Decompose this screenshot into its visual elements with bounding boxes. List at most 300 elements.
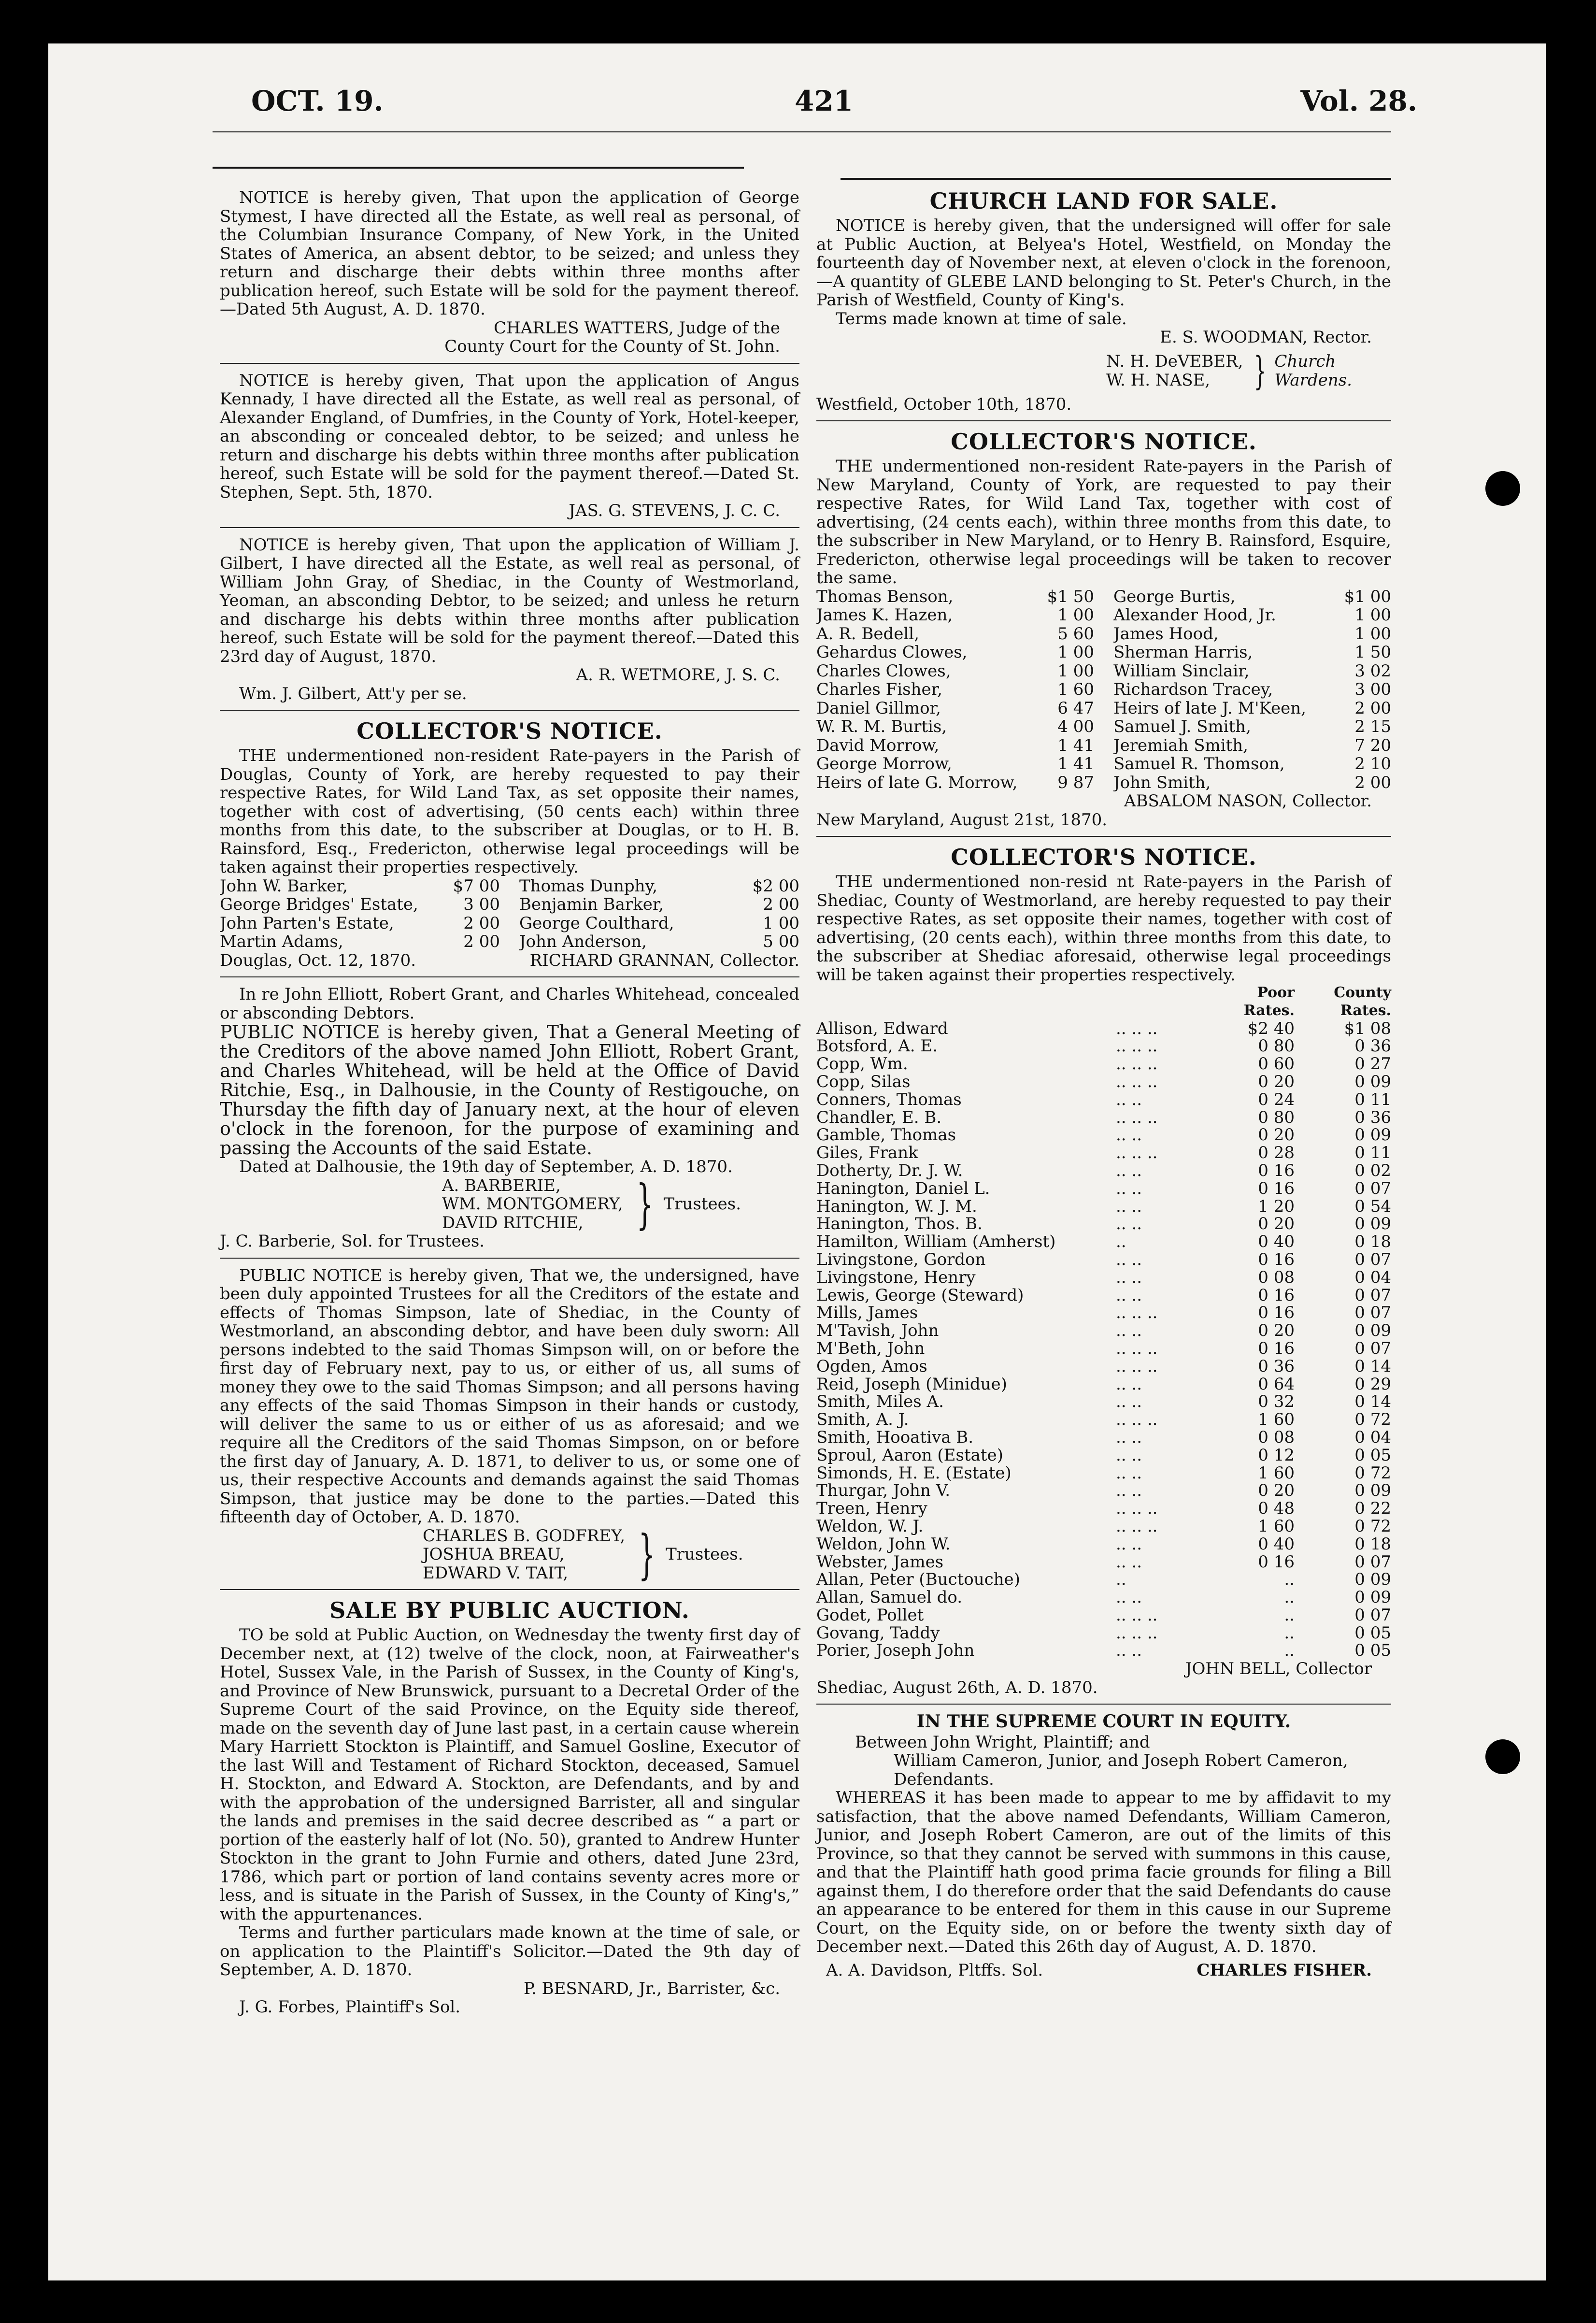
list-item — [816, 755, 1391, 774]
amount: 2 10 — [1354, 754, 1391, 774]
table-row — [816, 1642, 1391, 1660]
ratepayer-name: Allison, Edward — [816, 1019, 948, 1038]
name: George Bridges' Estate, — [220, 895, 418, 914]
leader-dots: .. .. — [1116, 1125, 1142, 1145]
name: Gehardus Clowes, — [816, 643, 968, 662]
leader-dots: .. .. — [1116, 1641, 1142, 1661]
amount: 2 15 — [1354, 717, 1391, 736]
notice-text: THE undermentioned non-resident Rate-payers in the Parish of Douglas, County of York, are hereby requested to pay their respective Rates, for Wild Land Tax, as set opposite their names, together with cost of advertising, (50 cents each) within three months from this date, to the subscriber at Douglas, or to H. B. Rainsford, Esq., Fredericton, otherwise legal proceedings will be taken against their properties respectively. — [220, 746, 799, 877]
between-line: Defendants. — [894, 1769, 994, 1789]
section-title: SALE BY PUBLIC AUCTION. — [329, 1597, 690, 1623]
ratepayer-name: Treen, Henry — [816, 1500, 927, 1518]
poor-rate: .. — [1284, 1623, 1295, 1643]
name: William Sinclair, — [1113, 661, 1250, 680]
warden-signatures — [816, 347, 1391, 395]
list-item — [220, 932, 799, 951]
ratepayer-name: Thurgar, John V. — [816, 1482, 951, 1500]
notice-text: PUBLIC NOTICE is hereby given, That we, the undersigned, have been duly appointed Trustees for all the Creditors of the estate and effects of Thomas Simpson, late of Shediac, in the County of Westmorland, an absconding debtor, and have been duly sworn: All persons indebted to the said Thomas Simpson will, on or before the first day of February next, pay to us, or either of us, all sums of money they owe to the said Thomas Simpson; and all persons having any effects of the said Thomas Simpson in their hands or custody, will deliver the same to us or either of us as aforesaid; and we require all the Creditors of the said Thomas Simpson, on or before the first day of January, A. D. 1871, to deliver to us, or some one of us, their respective Accounts and demands against the said Thomas Simpson, that justice may be done to the parties.—Dated this fifteenth day of October, A. D. 1870. — [220, 1265, 799, 1527]
poor-rate: .. — [1284, 1570, 1295, 1590]
ratepayer-name: Dotherty, Dr. J. W. — [816, 1162, 963, 1180]
list-item — [816, 717, 1391, 736]
wardens-label: Wardens. — [1274, 370, 1352, 390]
amount: 1 50 — [1354, 643, 1391, 662]
table-header — [816, 984, 1391, 1020]
leader-dots: .. — [1116, 1232, 1126, 1252]
header-date: OCT. 19. — [251, 85, 384, 117]
poor-rate: 0 40 — [1258, 1232, 1295, 1252]
amount: $1 00 — [1344, 587, 1391, 606]
ratepayer-name: Sproul, Aaron (Estate) — [816, 1446, 1003, 1464]
table-row — [816, 1500, 1391, 1518]
table-row — [816, 1198, 1391, 1216]
amount: 1 00 — [763, 913, 799, 933]
amount: 3 02 — [1354, 661, 1391, 681]
ratepayer-name: Hamilton, William (Amherst) — [816, 1233, 1056, 1251]
table-row — [816, 1376, 1391, 1393]
name: Samuel R. Thomson, — [1113, 755, 1285, 774]
signature-rector: E. S. WOODMAN, Rector. — [1160, 328, 1372, 347]
amount: 1 00 — [1057, 643, 1094, 662]
brace-glyph: } — [636, 1173, 654, 1235]
church-label: Church — [1274, 352, 1336, 371]
county-rate: 0 72 — [1354, 1516, 1391, 1536]
table-row — [816, 1624, 1391, 1642]
poor-rate: 0 60 — [1258, 1054, 1295, 1074]
table-row — [816, 1589, 1391, 1606]
ratepayer-name: Porier, Joseph John — [816, 1642, 975, 1660]
name: James Hood, — [1113, 624, 1219, 643]
dated: Westfield, October 10th, 1870. — [816, 394, 1072, 414]
section-title: COLLECTOR'S NOTICE. — [951, 844, 1257, 870]
county-rate: 0 27 — [1354, 1054, 1391, 1074]
terms-text: Terms made known at time of sale. — [836, 309, 1127, 329]
ratepayer-name: Simonds, H. E. (Estate) — [816, 1464, 1012, 1482]
between-line: William Cameron, Junior, and Joseph Robert Cameron, — [894, 1751, 1348, 1771]
church-land-notice — [816, 184, 1391, 421]
section-title: COLLECTOR'S NOTICE. — [356, 718, 663, 744]
county-rate: 0 09 — [1354, 1588, 1391, 1607]
county-rate: 0 09 — [1354, 1570, 1391, 1590]
list-item — [816, 588, 1391, 606]
county-rate: 0 54 — [1354, 1196, 1391, 1216]
poor-rate: 0 64 — [1258, 1374, 1295, 1394]
ratepayer-name: Hanington, Daniel L. — [816, 1179, 990, 1198]
punch-hole — [1485, 1739, 1520, 1774]
leader-dots: .. .. — [1116, 1196, 1142, 1216]
leader-dots: .. .. — [1116, 1588, 1142, 1607]
ratepayer-name: Weldon, John W. — [816, 1535, 951, 1553]
table-row — [816, 1340, 1391, 1358]
poor-rate: 0 20 — [1258, 1481, 1295, 1501]
table-row — [816, 1162, 1391, 1180]
poor-rate: .. — [1284, 1588, 1295, 1607]
leader-dots: .. .. — [1116, 1481, 1142, 1501]
table-row — [816, 1304, 1391, 1322]
table-row — [816, 1055, 1391, 1073]
county-rate: 0 04 — [1354, 1267, 1391, 1287]
county-rate: 0 07 — [1354, 1285, 1391, 1305]
header-page-number: 421 — [795, 85, 854, 117]
notice-text: THE undermentioned non-resident Rate-payers in the Parish of New Maryland, County of York, are requested to pay their respective Rates, for Wild Land Tax, together with cost of advertising, (24 cents each), within three months from this date, to the subscriber in New Maryland, or to Henry B. Rainsford, Esquire, Fredericton, otherwise legal proceedings will be taken to recover the same. — [816, 457, 1391, 588]
leader-dots: .. .. — [1116, 1552, 1142, 1572]
county-rate: 0 02 — [1354, 1161, 1391, 1180]
county-rate: 0 07 — [1354, 1178, 1391, 1198]
county-rate: 0 05 — [1354, 1641, 1391, 1661]
table-row — [816, 1091, 1391, 1109]
ratepayer-name: Giles, Frank — [816, 1144, 918, 1162]
trustee-name: JOSHUA BREAU, — [423, 1545, 565, 1564]
table-row — [816, 1464, 1391, 1482]
name: A. R. Bedell, — [816, 624, 919, 643]
ratepayer-name: Lewis, George (Steward) — [816, 1286, 1024, 1305]
table-row — [816, 1180, 1391, 1198]
notice-text: NOTICE is hereby given, That upon the application of William J. Gilbert, I have directed all the Estate, as well real as personal, of William John Gray, of Shediac, in the County of Westmorland, Yeoman, an absconding Debtor, to be seized; and unless he return and discharge his debts within three months after publication hereof, such Estate will be sold for the payment thereof.—Dated this 23rd day of August, 1870. — [220, 535, 799, 666]
amount: 6 47 — [1057, 698, 1094, 718]
name: John W. Barker, — [220, 876, 348, 895]
notice-text: NOTICE is hereby given, That upon the application of Angus Kennady, I have directed all the Estate, as well real as personal, of Alexander England, of Dumfries, in the County of York, Hotel-keeper, an absconding or concealed debtor, to be seized; and unless he return and discharge his debts within three months after publication hereof, such Estate will be sold for the payment thereof.—Dated St. Stephen, Sept. 5th, 1870. — [220, 371, 799, 502]
ratepayer-list — [816, 588, 1391, 792]
ratepayer-name: Allan, Peter (Buctouche) — [816, 1571, 1020, 1589]
poor-rate: .. — [1284, 1641, 1295, 1661]
ratepayer-name: Mills, James — [816, 1304, 918, 1322]
douglas-collector-notice — [220, 714, 799, 977]
notice-intro: In re John Elliott, Robert Grant, and Charles Whitehead, concealed or absconding Debtors. — [220, 985, 799, 1023]
county-rate: 0 07 — [1354, 1303, 1391, 1323]
notice-text: WHEREAS it has been made to appear to me by affidavit to my satisfaction, that the above named Defendants, William Cameron, Junior, and Joseph Robert Cameron, are out of the limits of this Province, so that they cannot be served with summons in this cause, and that the Plaintiff hath good prima facie grounds for filing a Bill against them, I do therefore order that the said Defendants do cause an appearance to be entered for them in this cause in our Supreme Court, on the Equity side, on or before the twenty sixth day of December next.—Dated this 26th day of August, A. D. 1870. — [816, 1788, 1391, 1957]
poor-rate: 0 16 — [1258, 1338, 1295, 1358]
leader-dots: .. — [1116, 1570, 1126, 1590]
name: Daniel Gillmor, — [816, 699, 941, 717]
header-volume: Vol. 28. — [1300, 85, 1417, 117]
left-top-rule — [213, 167, 744, 169]
poor-rate: $2 40 — [1247, 1018, 1295, 1038]
name: Richardson Tracey, — [1113, 680, 1273, 699]
leader-dots: .. .. .. — [1116, 1072, 1158, 1091]
table-row — [816, 1518, 1391, 1535]
name: George Coulthard, — [519, 914, 674, 932]
leader-dots: .. .. .. — [1116, 1410, 1158, 1430]
list-item — [220, 877, 799, 896]
poor-rate: 0 48 — [1258, 1499, 1295, 1519]
table-row — [816, 1215, 1391, 1233]
amount: 3 00 — [1354, 680, 1391, 699]
county-rate: 0 72 — [1354, 1463, 1391, 1483]
ratepayer-name: Gamble, Thomas — [816, 1126, 956, 1145]
leader-dots: .. .. — [1116, 1463, 1142, 1483]
leader-dots: .. .. — [1116, 1161, 1142, 1180]
trustee-role: Trustees. — [666, 1545, 743, 1564]
terms-text: Terms and further particulars made known at the time of sale, or on application to the Plaintiff's Solicitor.—Dated the 9th day of September, A. D. 1870. — [220, 1923, 799, 1979]
leader-dots: .. .. — [1116, 1267, 1142, 1287]
solicitor-line: A. A. Davidson, Pltffs. Sol. — [826, 1961, 1043, 1980]
ratepayer-name: Smith, Miles A. — [816, 1393, 944, 1411]
name: Samuel J. Smith, — [1113, 717, 1251, 736]
poor-rate: 0 40 — [1258, 1534, 1295, 1554]
poor-rate: 0 16 — [1258, 1285, 1295, 1305]
poor-rate: 1 60 — [1258, 1463, 1295, 1483]
table-row — [816, 1020, 1391, 1038]
county-rate: 0 07 — [1354, 1552, 1391, 1572]
name: Benjamin Barker, — [519, 895, 664, 914]
leader-dots: .. .. .. — [1116, 1623, 1158, 1643]
table-row — [816, 1447, 1391, 1464]
county-rate: 0 09 — [1354, 1214, 1391, 1234]
table-row — [816, 1073, 1391, 1091]
trustee-name: EDWARD V. TAIT, — [423, 1563, 569, 1583]
notice-text: PUBLIC NOTICE is hereby given, That a General Meeting of the Creditors of the above named John Elliott, Robert Grant, and Charles Whitehead, will be held at the Office of David Ritchie, Esq., in Dalhousie, in the County of Restigouche, on Thursday the fifth day of January next, at the hour of eleven o'clock in the forenoon, for the purpose of examining and passing the Accounts of the said Estate. — [220, 1021, 799, 1159]
poor-rate: 0 80 — [1258, 1107, 1295, 1127]
poor-rate: 0 16 — [1258, 1161, 1295, 1180]
ratepayer-name: Govang, Taddy — [816, 1624, 940, 1642]
trustee-name: CHARLES B. GODFREY, — [423, 1526, 626, 1546]
notice-text: NOTICE is hereby given, That upon the application of George Stymest, I have directed all the Estate, as well real as personal, of the Columbian Insurance Company, of New York, in the United States of America, an absent debtor, to be seized; and unless they return and discharge their debts within three months after publication hereof, such Estate will be sold for the payment thereof.—Dated 5th August, A. D. 1870. — [220, 188, 799, 319]
right-top-rule — [841, 178, 1391, 180]
amount: 7 20 — [1354, 735, 1391, 755]
ratepayer-name: Botsford, A. E. — [816, 1037, 938, 1056]
trustee-signatures — [220, 1523, 799, 1586]
poor-rate: 0 20 — [1258, 1072, 1295, 1091]
table-row — [816, 1429, 1391, 1447]
ratepayer-name: M'Tavish, John — [816, 1322, 939, 1340]
signature: A. R. WETMORE, J. S. C. — [576, 665, 780, 685]
county-rate: 0 07 — [1354, 1249, 1391, 1269]
ratepayer-name: Chandler, E. B. — [816, 1108, 942, 1127]
section-title: IN THE SUPREME COURT IN EQUITY. — [916, 1711, 1291, 1732]
leader-dots: .. .. .. — [1116, 1143, 1158, 1163]
amount: 2 00 — [463, 913, 500, 933]
signature: JOHN BELL, Collector — [1185, 1659, 1372, 1679]
auction-notice — [220, 1593, 799, 2023]
name: John Parten's Estate, — [220, 914, 394, 932]
poor-rate: 0 32 — [1258, 1392, 1295, 1412]
poor-rate: 1 20 — [1258, 1196, 1295, 1216]
name: Jeremiah Smith, — [1113, 736, 1248, 755]
county-rate: 0 07 — [1354, 1338, 1391, 1358]
notice-text: THE undermentioned non-resid nt Rate-payers in the Parish of Shediac, County of Westmorland, are hereby requested to pay their respective Rates, as set opposite their names, together with cost of advertising, (20 cents each), within three months from this date, to the subscriber at Shediac aforesaid, otherwise legal proceedings will be taken against their properties respectively. — [816, 872, 1391, 985]
leader-dots: .. .. .. — [1116, 1356, 1158, 1376]
poor-rate: 0 20 — [1258, 1125, 1295, 1145]
leader-dots: .. .. — [1116, 1249, 1142, 1269]
list-item — [816, 774, 1391, 792]
warden-name: N. H. DeVEBER, — [1106, 352, 1243, 371]
list-item — [816, 680, 1391, 699]
leader-dots: .. .. .. — [1116, 1338, 1158, 1358]
gilbert-notice — [220, 531, 799, 711]
county-rate: 0 09 — [1354, 1321, 1391, 1341]
warden-name: W. H. NASE, — [1106, 370, 1211, 390]
ratepayer-name: Hanington, Thos. B. — [816, 1215, 983, 1233]
table-row — [816, 1037, 1391, 1055]
signature: ABSALOM NASON, Collector. — [1124, 791, 1372, 811]
ratepayer-name: Copp, Wm. — [816, 1055, 908, 1073]
county-rate: 0 04 — [1354, 1427, 1391, 1447]
poor-rate: 0 20 — [1258, 1214, 1295, 1234]
leader-dots: .. .. — [1116, 1178, 1142, 1198]
signature: P. BESNARD, Jr., Barrister, &c. — [524, 1979, 780, 1998]
signature: CHARLES FISHER. — [1197, 1960, 1372, 1980]
signature-line — [816, 1961, 1391, 1980]
page-header — [203, 85, 1437, 123]
leader-dots: .. .. .. — [1116, 1018, 1158, 1038]
name: Heirs of late J. M'Keen, — [1113, 699, 1306, 717]
leader-dots: .. .. — [1116, 1374, 1142, 1394]
brace-glyph: } — [638, 1523, 656, 1586]
amount: 1 00 — [1057, 661, 1094, 681]
leader-dots: .. .. — [1116, 1285, 1142, 1305]
county-rate: 0 18 — [1354, 1534, 1391, 1554]
name: Charles Clowes, — [816, 661, 951, 680]
table-row — [816, 1233, 1391, 1251]
poor-rate: 0 80 — [1258, 1036, 1295, 1056]
county-rate: 0 11 — [1354, 1090, 1391, 1109]
solicitor-line: J. C. Barberie, Sol. for Trustees. — [220, 1232, 485, 1251]
list-item — [220, 914, 799, 933]
poor-rate: 0 16 — [1258, 1303, 1295, 1323]
notice-text: NOTICE is hereby given, that the undersigned will offer for sale at Public Auction, at Belyea's Hotel, Westfield, on Monday the fourteenth day of November next, at eleven o'clock in the forenoon,—A quantity of GLEBE LAND belonging to St. Peter's Church, in the Parish of Westfield, County of King's. — [816, 216, 1391, 310]
table-row — [816, 1411, 1391, 1429]
name: John Smith, — [1113, 773, 1211, 792]
amount: 2 00 — [763, 895, 799, 914]
poor-rate: 1 60 — [1258, 1516, 1295, 1536]
table-row — [816, 1482, 1391, 1500]
table-row — [816, 1322, 1391, 1340]
ratepayer-name: Conners, Thomas — [816, 1090, 962, 1109]
leader-dots: .. .. .. — [1116, 1054, 1158, 1074]
name: Sherman Harris, — [1113, 643, 1253, 662]
ratepayer-name: M'Beth, John — [816, 1339, 925, 1358]
ratepayer-name: Allan, Samuel do. — [816, 1589, 963, 1606]
county-rate: 0 05 — [1354, 1623, 1391, 1643]
county-rate: 0 11 — [1354, 1143, 1391, 1163]
name: Thomas Dunphy, — [519, 876, 658, 895]
amount: 1 60 — [1057, 680, 1094, 699]
table-row — [816, 1553, 1391, 1571]
dated: Dated at Dalhousie, the 19th day of September, A. D. 1870. — [239, 1157, 733, 1176]
dated: Shediac, August 26th, A. D. 1870. — [816, 1678, 1098, 1697]
poor-rate: 0 20 — [1258, 1321, 1295, 1341]
amount: 3 00 — [463, 895, 500, 914]
right-column — [816, 184, 1391, 1989]
name: George Burtis, — [1113, 587, 1236, 606]
name: Heirs of late G. Morrow, — [816, 773, 1018, 792]
stymest-notice — [220, 184, 799, 364]
column-header-county: County Rates. — [1334, 984, 1391, 1019]
table-row — [816, 1393, 1391, 1411]
trustee-name: A. BARBERIE, — [442, 1176, 561, 1195]
ratepayer-name: Smith, A. J. — [816, 1411, 909, 1429]
header-rule — [213, 131, 1391, 132]
rates-table — [816, 1020, 1391, 1660]
ratepayer-name: Weldon, W. J. — [816, 1517, 924, 1535]
county-rate: $1 08 — [1344, 1018, 1391, 1038]
signature: RICHARD GRANNAN, Collector. — [529, 950, 799, 970]
county-rate: 0 07 — [1354, 1605, 1391, 1625]
amount: 1 41 — [1057, 735, 1094, 755]
county-rate: 0 14 — [1354, 1392, 1391, 1412]
list-item — [816, 736, 1391, 755]
leader-dots: .. .. .. — [1116, 1605, 1158, 1625]
table-row — [816, 1269, 1391, 1287]
ratepayer-name: Livingstone, Henry — [816, 1268, 976, 1287]
trustee-signatures — [220, 1173, 799, 1235]
dated: Douglas, Oct. 12, 1870. — [220, 951, 416, 970]
amount: 4 00 — [1057, 717, 1094, 736]
simpson-notice — [220, 1262, 799, 1591]
amount: 2 00 — [463, 932, 500, 951]
amount: 2 00 — [1354, 698, 1391, 718]
between-line: Between John Wright, Plaintiff; and — [855, 1732, 1150, 1752]
trustee-name: WM. MONTGOMERY, — [442, 1194, 623, 1214]
ratepayer-name: Reid, Joseph (Minidue) — [816, 1375, 1007, 1393]
leader-dots: .. .. .. — [1116, 1499, 1158, 1519]
list-item — [816, 643, 1391, 662]
county-rate: 0 36 — [1354, 1107, 1391, 1127]
list-item — [220, 895, 799, 914]
notice-text: TO be sold at Public Auction, on Wednesday the twenty first day of December next, at (12) twelve of the clock, noon, at Fairweather's Hotel, Sussex Vale, in the Parish of Sussex, in the County of King's, and Province of New Brunswick, pursuant to a Decretal Order of the Supreme Court of the said Province, on the Equity side thereof, made on the seventh day of June last past, in a certain cause wherein Mary Harriett Stockton is Plaintiff, and Samuel Gosline, Executor of the last Will and Testament of Richard Stockton, deceased, Samuel H. Stockton, and Edward A. Stockton, are Defendants, and by and with the approbation of the undersigned Barrister, all and singular the lands and premises in the said decree described as “ a part or portion of the easterly half of lot (No. 50), granted to Andrew Hunter Stockton in the grant to John Furnie and others, dated June 23rd, 1786, which part or portion of land contains seventy acres more or less, and is situate in the Parish of Sussex, in the County of King's,” with the appurtenances. — [220, 1625, 799, 1924]
kennady-notice — [220, 367, 799, 528]
poor-rate: 0 08 — [1258, 1427, 1295, 1447]
county-rate: 0 72 — [1354, 1410, 1391, 1430]
name: W. R. M. Burtis, — [816, 717, 947, 736]
amount: $7 00 — [453, 876, 500, 896]
poor-rate: 0 24 — [1258, 1090, 1295, 1109]
leader-dots: .. .. .. — [1116, 1303, 1158, 1323]
list-item — [816, 662, 1391, 681]
poor-rate: 0 08 — [1258, 1267, 1295, 1287]
table-row — [816, 1358, 1391, 1376]
amount: 1 00 — [1057, 605, 1094, 625]
name: George Morrow, — [816, 755, 952, 774]
table-row — [816, 1606, 1391, 1624]
signature: CHARLES WATTERS, Judge of the — [494, 318, 780, 338]
name: David Morrow, — [816, 736, 940, 755]
poor-rate: 1 60 — [1258, 1410, 1295, 1430]
signature-title: County Court for the County of St. John. — [444, 337, 780, 356]
left-column — [220, 184, 799, 2026]
poor-rate: 0 36 — [1258, 1356, 1295, 1376]
leader-dots: .. .. — [1116, 1445, 1142, 1465]
table-row — [816, 1287, 1391, 1305]
amount: 2 00 — [1354, 773, 1391, 792]
equity-court-notice — [816, 1707, 1391, 1986]
leader-dots: .. .. — [1116, 1090, 1142, 1109]
leader-dots: .. .. — [1116, 1321, 1142, 1341]
table-row — [816, 1126, 1391, 1144]
name: Martin Adams, — [220, 932, 343, 951]
county-rate: 0 09 — [1354, 1072, 1391, 1091]
table-row — [816, 1571, 1391, 1589]
table-row — [816, 1251, 1391, 1269]
leader-dots: .. .. — [1116, 1427, 1142, 1447]
name: Thomas Benson, — [816, 587, 954, 606]
punch-hole — [1485, 471, 1520, 506]
attorney-line: Wm. J. Gilbert, Att'y per se. — [239, 684, 467, 703]
new-maryland-collector-notice — [816, 424, 1391, 837]
brace-glyph: } — [1254, 348, 1267, 393]
dated: New Maryland, August 21st, 1870. — [816, 810, 1108, 830]
poor-rate: .. — [1284, 1605, 1295, 1625]
ratepayer-name: Godet, Pollet — [816, 1606, 924, 1624]
list-item — [816, 606, 1391, 625]
poor-rate: 0 16 — [1258, 1552, 1295, 1572]
name: James K. Hazen, — [816, 606, 953, 625]
leader-dots: .. .. — [1116, 1392, 1142, 1412]
county-rate: 0 18 — [1354, 1232, 1391, 1252]
ratepayer-name: Copp, Silas — [816, 1073, 911, 1091]
ratepayer-name: Webster, James — [816, 1553, 944, 1571]
signature: JAS. G. STEVENS, J. C. C. — [569, 501, 780, 520]
poor-rate: 0 12 — [1258, 1445, 1295, 1465]
